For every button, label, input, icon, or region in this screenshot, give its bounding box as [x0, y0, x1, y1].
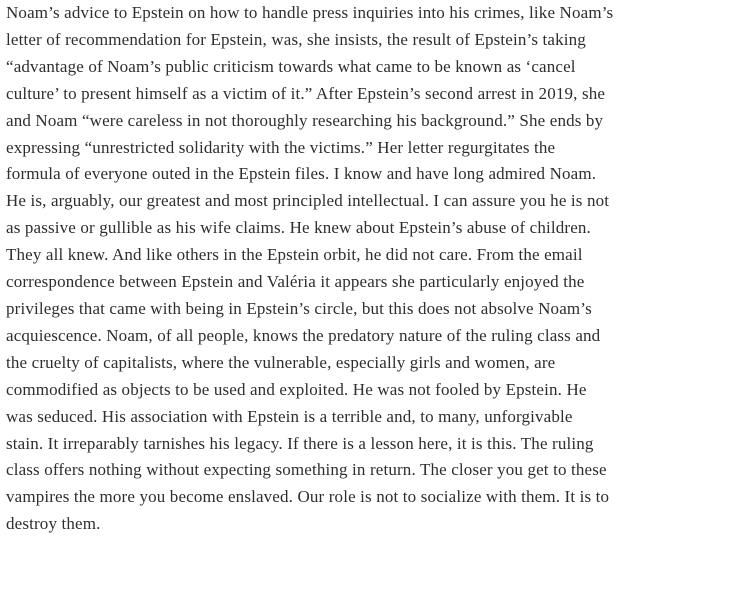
- paragraph-line: acquiescence. Noam, of all people, knows the predatory nature of the ruling class and: [6, 325, 601, 345]
- paragraph-line: correspondence between Epstein and Valéria it appears she particularly enjoyed the: [6, 272, 585, 292]
- paragraph-line: destroy them.: [6, 514, 101, 534]
- paragraph-line: letter of recommendation for Epstein, was, she insists, the result of Epstein’s taking: [6, 29, 586, 49]
- paragraph-line: as passive or gullible as his wife claims. He knew about Epstein’s abuse of children.: [6, 218, 591, 238]
- paragraph-line: privileges that came with being in Epstein’s circle, but this does not absolve Noam’s: [6, 298, 592, 318]
- paragraph-line: Noam’s advice to Epstein on how to handle press inquiries into his crimes, like Noam’s: [6, 3, 614, 22]
- paragraph-line: and Noam “were careless in not thoroughly researching his background.” She ends by: [6, 110, 604, 130]
- paragraph-line: They all knew. And like others in the Epstein orbit, he did not care. From the email: [6, 245, 583, 265]
- paragraph-line: He is, arguably, our greatest and most principled intellectual. I can assure you he is not: [6, 191, 610, 211]
- paragraph-line: stain. It irreparably tarnishes his legacy. If there is a lesson here, it is this. The ruling: [6, 433, 594, 453]
- paragraph-line: commodified as objects to be used and exploited. He was not fooled by Epstein. He: [6, 379, 587, 399]
- paragraph-line: formula of everyone outed in the Epstein files. I know and have long admired Noam.: [6, 164, 597, 184]
- paragraph-line: “advantage of Noam’s public criticism towards what came to be known as ‘cancel: [6, 56, 576, 76]
- paragraph-line: was seduced. His association with Epstein is a terrible and, to many, unforgivable: [6, 406, 573, 426]
- paragraph-line: class offers nothing without expecting something in return. The closer you get to these: [6, 460, 607, 480]
- paragraph-line: expressing “unrestricted solidarity with the victims.” Her letter regurgitates the: [6, 137, 556, 157]
- paragraph-line: the cruelty of capitalists, where the vulnerable, especially girls and women, are: [6, 352, 556, 372]
- article-paragraph: [6, 0, 742, 538]
- paragraph-line: vampires the more you become enslaved. Our role is not to socialize with them. It is to: [6, 487, 610, 507]
- paragraph-line: culture’ to present himself as a victim of it.” After Epstein’s second arrest in 2019, she: [6, 83, 606, 103]
